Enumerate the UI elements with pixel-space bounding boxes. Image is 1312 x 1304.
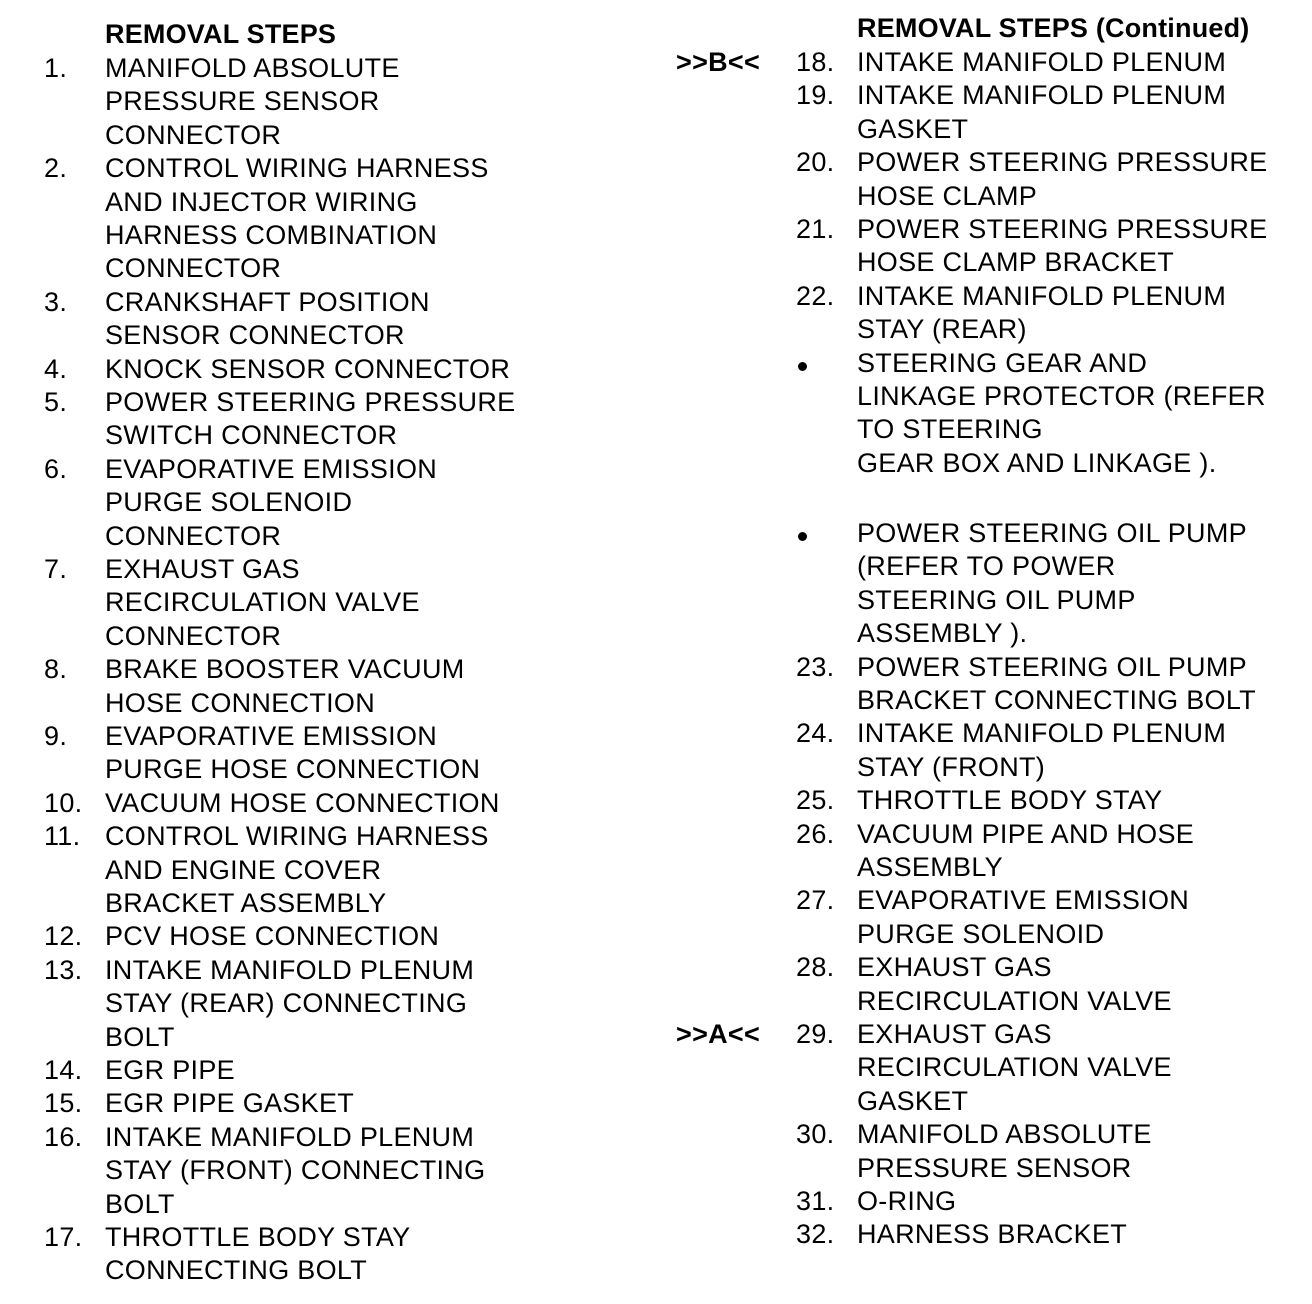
step-number: 28. [796,952,835,983]
step-text: HARNESS BRACKET [857,1219,1128,1250]
step-text: INTAKE MANIFOLD PLENUM STAY (FRONT) [857,718,1227,782]
step-number: 10. [44,787,83,818]
step-number: 32. [796,1219,835,1250]
step-text: VACUUM PIPE AND HOSE ASSEMBLY [857,818,1195,882]
step-text: POWER STEERING PRESSURE SWITCH CONNECTOR [105,387,516,451]
step-number: 5. [44,387,68,417]
step-text: POWER STEERING OIL PUMP BRACKET CONNECTING BOLT [857,651,1256,715]
step-number: 20. [796,147,835,178]
step-text: CONTROL WIRING HARNESS AND INJECTOR WIRING HARNESS COMBINATION CONNECTOR [105,153,489,284]
step-text: VACUUM HOSE CONNECTION [105,787,500,818]
step-text: EGR PIPE [105,1055,235,1085]
step-text: POWER STEERING OIL PUMP (REFER TO POWER STEERING OIL PUMP ASSEMBLY ). [857,517,1247,649]
step-number: 15. [44,1088,83,1119]
step-number: 14. [44,1055,83,1085]
step-text: KNOCK SENSOR CONNECTOR [105,353,511,384]
step-text: INTAKE MANIFOLD PLENUM [857,47,1227,77]
step-marker: >>A<< [676,1018,761,1049]
step-text: INTAKE MANIFOLD PLENUM GASKET [857,80,1227,144]
step-text: EXHAUST GAS RECIRCULATION VALVE GASKET [857,1018,1172,1116]
step-text: EXHAUST GAS RECIRCULATION VALVE CONNECTOR [105,554,420,651]
step-number: 21. [796,214,835,244]
step-number: 12. [44,921,83,952]
step-text: BRAKE BOOSTER VACUUM HOSE CONNECTION [105,654,465,718]
removal-steps-heading: REMOVAL STEPS [105,19,337,49]
step-text: CRANKSHAFT POSITION SENSOR CONNECTOR [105,286,430,351]
step-text: MANIFOLD ABSOLUTE PRESSURE SENSOR [857,1119,1152,1183]
step-number: 16. [44,1121,83,1152]
step-text: EVAPORATIVE EMISSION PURGE SOLENOID CONNECTOR [105,453,438,551]
step-number: 27. [796,885,835,916]
removal-steps-list-right [676,46,1306,1266]
step-text: INTAKE MANIFOLD PLENUM STAY (FRONT) CONNECTING BOLT [105,1121,486,1219]
step-number: 6. [44,453,68,484]
step-number: 31. [796,1185,835,1216]
step-number: 26. [796,818,835,849]
step-text: EVAPORATIVE EMISSION PURGE HOSE CONNECTION [105,721,481,785]
step-text: INTAKE MANIFOLD PLENUM STAY (REAR) CONNECTING BOLT [105,954,475,1052]
step-number: 13. [44,954,83,985]
step-text: STEERING GEAR AND LINKAGE PROTECTOR (REFER TO STEERING GEAR BOX AND LINKAGE ). [857,347,1266,478]
step-number: 24. [796,718,835,749]
step-text: EVAPORATIVE EMISSION PURGE SOLENOID [857,885,1190,949]
step-text: EXHAUST GAS RECIRCULATION VALVE [857,952,1172,1016]
step-number: 8. [44,654,68,685]
step-text: INTAKE MANIFOLD PLENUM STAY (REAR) [857,280,1227,345]
step-number: 29. [796,1018,835,1049]
step-number: 18. [796,47,835,77]
step-number: 3. [44,286,68,317]
removal-steps-list-left [44,52,644,1292]
step-number: 1. [44,53,68,83]
step-number: 25. [796,785,835,816]
step-text: MANIFOLD ABSOLUTE PRESSURE SENSOR CONNECTOR [105,53,400,150]
step-number: 17. [44,1222,83,1252]
removal-steps-continued-heading: REMOVAL STEPS (Continued) [857,13,1250,43]
step-text: THROTTLE BODY STAY [857,785,1163,816]
step-number: 2. [44,153,68,184]
step-text: POWER STEERING PRESSURE HOSE CLAMP BRACKET [857,214,1268,278]
step-number: 4. [44,353,68,384]
step-text: O-RING [857,1185,957,1216]
step-text: CONTROL WIRING HARNESS AND ENGINE COVER BRACKET ASSEMBLY [105,821,489,918]
step-number: 11. [44,821,81,852]
step-number: 7. [44,554,68,584]
step-number: 19. [796,80,835,111]
step-text: PCV HOSE CONNECTION [105,921,440,952]
step-text: EGR PIPE GASKET [105,1088,355,1119]
bullet-icon [798,532,807,541]
step-number: 9. [44,721,68,751]
step-number: 30. [796,1119,835,1150]
step-text: POWER STEERING PRESSURE HOSE CLAMP [857,147,1268,211]
step-marker: >>B<< [676,47,761,77]
step-number: 22. [796,280,835,311]
step-number: 23. [796,651,835,682]
step-text: THROTTLE BODY STAY CONNECTING BOLT [105,1222,411,1286]
bullet-icon [798,362,807,371]
